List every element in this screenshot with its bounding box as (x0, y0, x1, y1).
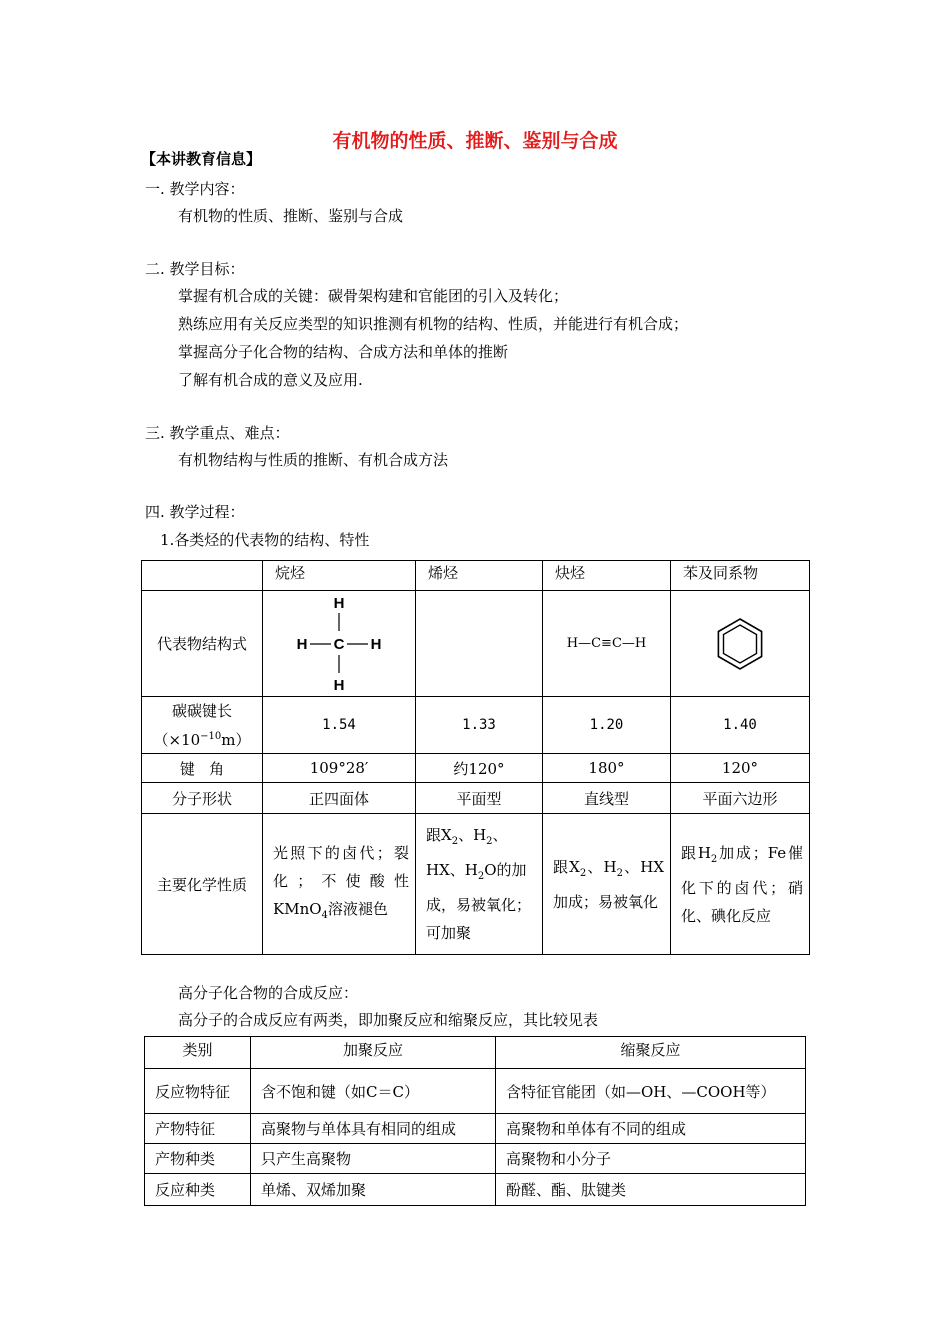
bond-angle-alkyne: 180° (543, 754, 671, 783)
section-1-label: 一. 教学内容： (145, 180, 245, 198)
polymer-comparison-table (144, 1036, 806, 1206)
acetylene-structure: H—C≡C—H (543, 591, 671, 697)
section-2-label: 二. 教学目标： (145, 260, 245, 278)
section-4-label: 四. 教学过程： (145, 503, 245, 521)
section-3-label: 三. 教学重点、难点： (145, 424, 290, 442)
table-row (145, 1144, 806, 1174)
structure-label: 代表物结构式 (142, 591, 263, 697)
methane-h-top: H (333, 594, 345, 612)
shape-benzene: 平面六边形 (671, 783, 810, 814)
alkene-properties: 跟$X_2$、$H_2$、HX、$H_2O$的加成，易被氧化；可加聚 (416, 814, 543, 955)
table-row (145, 1114, 806, 1144)
bond-length-benzene: 1.40 (671, 697, 810, 754)
table-cell: 高聚物与单体具有相同的组成 (251, 1114, 496, 1144)
table-header-cell: 类别 (145, 1037, 251, 1069)
lesson-info-header: 【本讲教育信息】 (141, 150, 262, 168)
table-row (142, 754, 810, 783)
table-cell: 单烯、双烯加聚 (251, 1174, 496, 1206)
bond-angle-benzene: 120° (671, 754, 810, 783)
table-header-cell: 炔烃 (543, 561, 671, 591)
hydrocarbon-table (141, 560, 810, 955)
table-row (145, 1174, 806, 1206)
section-1-line: 有机物的性质、推断、鉴别与合成 (178, 207, 404, 225)
table-header-cell: 苯及同系物 (671, 561, 810, 591)
methane-h-left: H (296, 635, 308, 653)
alkene-structure-cell (416, 591, 543, 697)
table-row (142, 783, 810, 814)
table-cell: 含特征官能团（如—OH、—COOH等） (496, 1069, 806, 1114)
methane-h-bottom: H (333, 676, 345, 694)
section-2-line-1: 掌握有机合成的关键：碳骨架构建和官能团的引入及转化； (178, 287, 569, 305)
chem-property-label: 主要化学性质 (142, 814, 263, 955)
bond-length-label: 碳碳键长 $(\times 10^{-10}m)$ (142, 697, 263, 754)
methane-diagram (289, 594, 389, 694)
shape-alkyne: 直线型 (543, 783, 671, 814)
shape-alkene: 平面型 (416, 783, 543, 814)
section-2-line-3: 掌握高分子化合物的结构、合成方法和单体的推断 (178, 343, 509, 361)
table-row (142, 697, 810, 754)
table-header-cell: 烯烃 (416, 561, 543, 591)
bond-length-alkyne: 1.20 (543, 697, 671, 754)
table-row (142, 561, 810, 591)
shape-label: 分子形状 (142, 783, 263, 814)
table-header-cell: 烷烃 (263, 561, 416, 591)
bond-length-alkene: 1.33 (416, 697, 543, 754)
polymer-intro-line-2: 高分子的合成反应有两类，即加聚反应和缩聚反应，其比较见表 (178, 1011, 599, 1029)
methane-h-right: H (370, 635, 382, 653)
table-cell: 只产生高聚物 (251, 1144, 496, 1174)
table-header-cell: 缩聚反应 (496, 1037, 806, 1069)
polymer-intro-line-1: 高分子化合物的合成反应： (178, 984, 359, 1002)
table-row (145, 1037, 806, 1069)
table-header-cell: 加聚反应 (251, 1037, 496, 1069)
benzene-ring-icon (710, 614, 770, 674)
section-2-line-2: 熟练应用有关反应类型的知识推测有机物的结构、性质，并能进行有机合成； (178, 315, 689, 333)
benzene-properties: 跟$H_2$加成；Fe催化下的卤代；硝化、碘化反应 (671, 814, 810, 955)
section-2-line-4: 了解有机合成的意义及应用. (178, 371, 363, 389)
table-row (142, 814, 810, 955)
table-cell: 高聚物和小分子 (496, 1144, 806, 1174)
table-cell: 反应物特征 (145, 1069, 251, 1114)
bond-angle-label: 键 角 (142, 754, 263, 783)
alkyne-properties: 跟$X_2$、$H_2$、HX加成；易被氧化 (543, 814, 671, 955)
table-row (142, 591, 810, 697)
table-header-cell (142, 561, 263, 591)
methane-structure (263, 591, 416, 697)
table-cell: 酚醛、酯、肽键类 (496, 1174, 806, 1206)
table-cell: 高聚物和单体有不同的组成 (496, 1114, 806, 1144)
table-cell: 产物种类 (145, 1144, 251, 1174)
table-cell: 含不饱和键（如C＝C） (251, 1069, 496, 1114)
benzene-structure (671, 591, 810, 697)
table-cell: 产物特征 (145, 1114, 251, 1144)
page-title: 有机物的性质、推断、鉴别与合成 (332, 130, 618, 152)
alkane-properties: 光照下的卤代；裂化；不使酸性KMnO$_4$溶液褪色 (263, 814, 416, 955)
shape-alkane: 正四面体 (263, 783, 416, 814)
bond-angle-alkane: 109°28′ (263, 754, 416, 783)
bond-length-alkane: 1.54 (263, 697, 416, 754)
table-cell: 反应种类 (145, 1174, 251, 1206)
bond-angle-alkene: 约120° (416, 754, 543, 783)
section-4-subheading: 1.各类烃的代表物的结构、特性 (160, 531, 370, 549)
methane-c: C (333, 635, 345, 653)
table-row (145, 1069, 806, 1114)
section-3-line: 有机物结构与性质的推断、有机合成方法 (178, 451, 449, 469)
